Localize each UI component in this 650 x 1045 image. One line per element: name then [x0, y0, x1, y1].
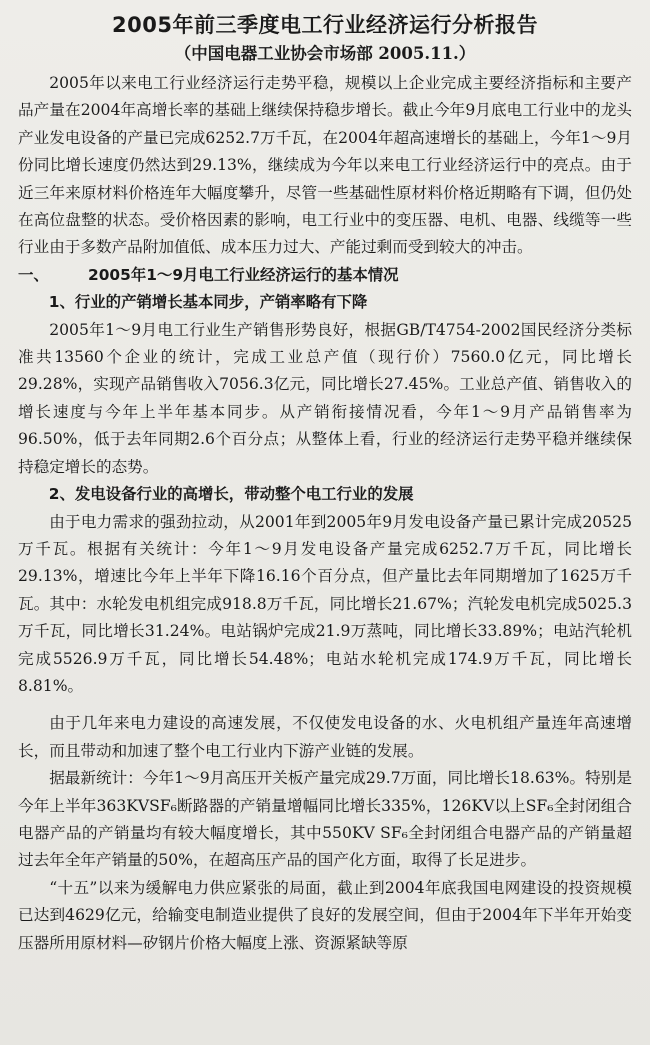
paragraph-switchgear: 据最新统计：今年1～9月高压开关板产量完成29.7万面，同比增长18.63%。特别是今年上半年363KVSF₆断路器的产销量增幅同比增长335%，126KV以上SF₆全封闭组合电器产品的产销量均有较大幅度增长，其中550KV SF₆全封闭组合电器产品的产销量超过去年全年产销量的50%，在超高压产品的国产化方面，取得了长足进步。 [18, 769, 632, 870]
paragraph-power-construction: 由于几年来电力建设的高速发展，不仅使发电设备的水、火电机组产量连年高速增长，而且带动和加速了整个电工行业内下游产业链的发展。 [18, 714, 632, 760]
paragraph-generation-equipment: 由于电力需求的强劲拉动，从2001年到2005年9月发电设备产量已累计完成20525万千瓦。根据有关统计：今年1～9月发电设备产量完成6252.7万千瓦，同比增长29.13%，增速比今年上半年下降16.16个百分点，但产量比去年同期增加了1625万千瓦。其中：水轮发电机组完成918.8万千瓦，同比增长21.67%；汽轮发电机完成5025.3万千瓦，同比增长31.24%。电站锅炉完成21.9万蒸吨，同比增长33.89%；电站汽轮机完成5526.9万千瓦，同比增长54.48%；电站水轮机完成174.9万千瓦，同比增长8.81%。 [18, 512, 632, 695]
subsection-heading-1: 1、行业的产销增长基本同步，产销率略有下降 [48, 293, 368, 312]
paragraph-gap [18, 700, 632, 710]
paragraph-grid-investment: “十五”以来为缓解电力供应紧张的局面，截止到2004年底我国电网建设的投资规模已达到4629亿元，给输变电制造业提供了良好的发展空间，但由于2004年下半年开始变压器所用原材料—矽钢片价格大幅度上涨、资源紧缺等原 [18, 878, 632, 952]
report-subtitle: （中国电器工业协会市场部 2005.11.） [174, 44, 476, 63]
section-heading-1 [18, 262, 632, 289]
subsection-heading-2: 2、发电设备行业的高增长，带动整个电工行业的发展 [48, 485, 414, 504]
section-title: 2005年1～9月电工行业经济运行的基本情况 [88, 265, 399, 284]
report-title: 2005年前三季度电工行业经济运行分析报告 [112, 13, 538, 37]
paragraph-sales: 2005年1～9月电工行业生产销售形势良好，根据GB/T4754-2002国民经济分类标准共13560个企业的统计，完成工业总产值（现行价）7560.0亿元，同比增长29.28%，实现产品销售收入7056.3亿元，同比增长27.45%。工业总产值、销售收入的增长速度与今年上半年基本同步。从产销衔接情况看，今年1～9月产品销售率为96.50%，低于去年同期2.6个百分点；从整体上看，行业的经济运行走势平稳并继续保持稳定增长的态势。 [18, 320, 632, 476]
section-number: 一、 [18, 265, 49, 284]
intro-paragraph: 2005年以来电工行业经济运行走势平稳，规模以上企业完成主要经济指标和主要产品产量在2004年高增长率的基础上继续保持稳步增长。截止今年9月底电工行业中的龙头产业发电设备的产量已完成6252.7万千瓦，在2004年超高速增长的基础上，今年1～9月份同比增长速度仍然达到29.13%，继续成为今年以来电工行业经济运行中的亮点。由于近三年来原材料价格连年大幅度攀升，尽管一些基础性原材料价格近期略有下调，但仍处在高位盘整的状态。受价格因素的影响，电工行业中的变压器、电机、电器、线缆等一些行业由于多数产品附加值低、成本压力过大、产能过剩而受到较大的冲击。 [18, 74, 632, 257]
